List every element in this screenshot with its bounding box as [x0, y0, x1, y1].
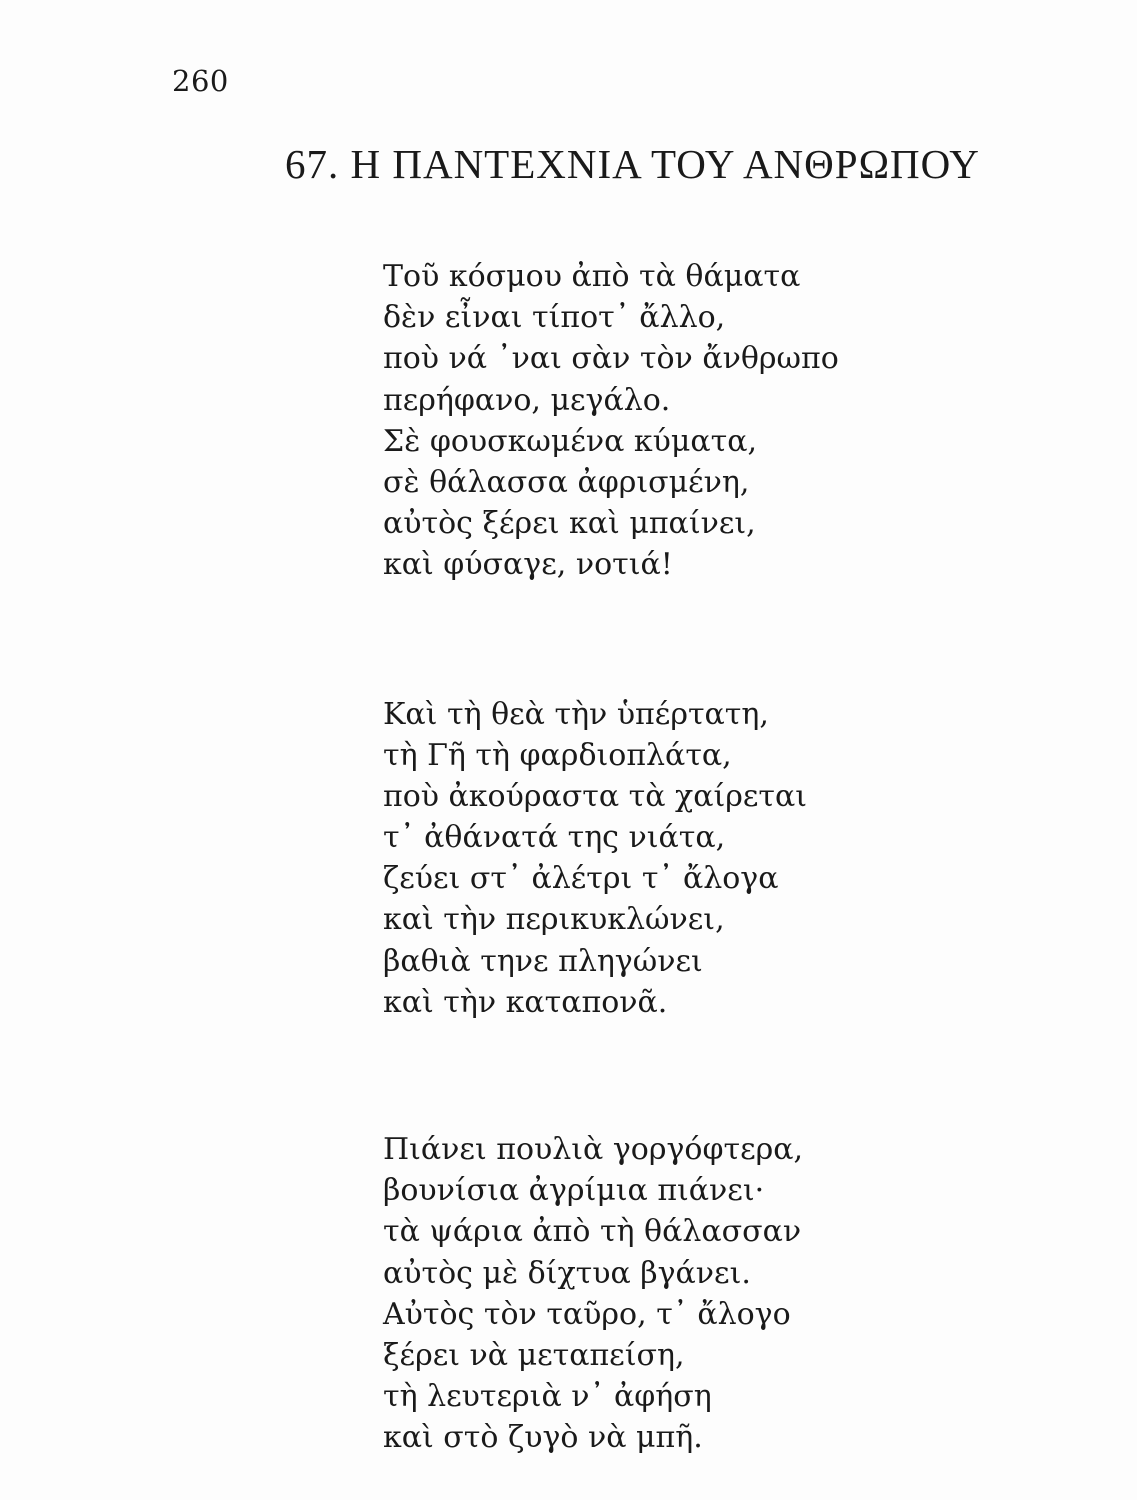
page-number: 260 — [172, 64, 229, 98]
poem-line: ζεύει στ᾽ ἀλέτρι τ᾽ ἄλογα — [383, 861, 779, 897]
poem-line: σὲ θάλασσα ἀφρισμένη, — [383, 464, 750, 500]
poem-line: Πιάνει πουλιὰ γοργόφτερα, — [383, 1132, 804, 1167]
stanza-2 — [383, 694, 983, 1024]
poem-line: αὐτὸς μὲ δίχτυα βγάνει. — [383, 1255, 751, 1291]
poem-line: τὰ ψάρια ἀπὸ τὴ θάλασσαν — [383, 1214, 802, 1250]
poem-line: ποὺ νά ᾽ναι σὰν τὸν ἄνθρωπο — [383, 341, 839, 377]
poem-line: Καὶ τὴ θεὰ τὴν ὑπέρτατη, — [383, 696, 769, 732]
poem-line: Αὐτὸς τὸν ταῦρο, τ᾽ ἄλογο — [383, 1296, 791, 1332]
poem-line: δὲν εἶναι τίποτ᾽ ἄλλο, — [383, 300, 726, 336]
poem-line: βουνίσια ἀγρίμια πιάνει· — [383, 1173, 765, 1209]
poem-line: τὴ λευτεριὰ ν᾽ ἀφήση — [383, 1379, 712, 1415]
poem-line: Τοῦ κόσμου ἀπὸ τὰ θάματα — [383, 259, 801, 294]
poem-line: καὶ τὴν περικυκλώνει, — [383, 902, 725, 938]
poem-line: Σὲ φουσκωμένα κύματα, — [383, 423, 758, 459]
poem-line: τ᾽ ἀθάνατά της νιάτα, — [383, 820, 726, 856]
poem-line: περήφανο, μεγάλο. — [383, 382, 671, 418]
poem-line: καὶ στὸ ζυγὸ νὰ μπῆ. — [383, 1420, 703, 1456]
poem-line: βαθιὰ τηνε πληγώνει — [383, 943, 703, 979]
poem-line: καὶ τὴν καταπονᾶ. — [383, 984, 668, 1020]
poem-line: ποὺ ἀκούραστα τὰ χαίρεται — [383, 778, 808, 814]
poem-title: 67. Η ΠΑΝΤΕΧΝΙΑ ΤΟΥ ΑΝΘΡΩΠΟΥ — [285, 141, 980, 187]
poem-line: ξέρει νὰ μεταπείση, — [383, 1337, 685, 1373]
poem-line: καὶ φύσαγε, νοτιά! — [383, 547, 673, 583]
stanza-3 — [383, 1129, 983, 1459]
poem-body — [383, 256, 983, 1459]
stanza-break — [383, 1023, 983, 1129]
poem-line: τὴ Γῆ τὴ φαρδιοπλάτα, — [383, 737, 732, 773]
stanza-break — [383, 586, 983, 694]
stanza-1 — [383, 256, 983, 586]
poem-line: αὐτὸς ξέρει καὶ μπαίνει, — [383, 506, 756, 542]
